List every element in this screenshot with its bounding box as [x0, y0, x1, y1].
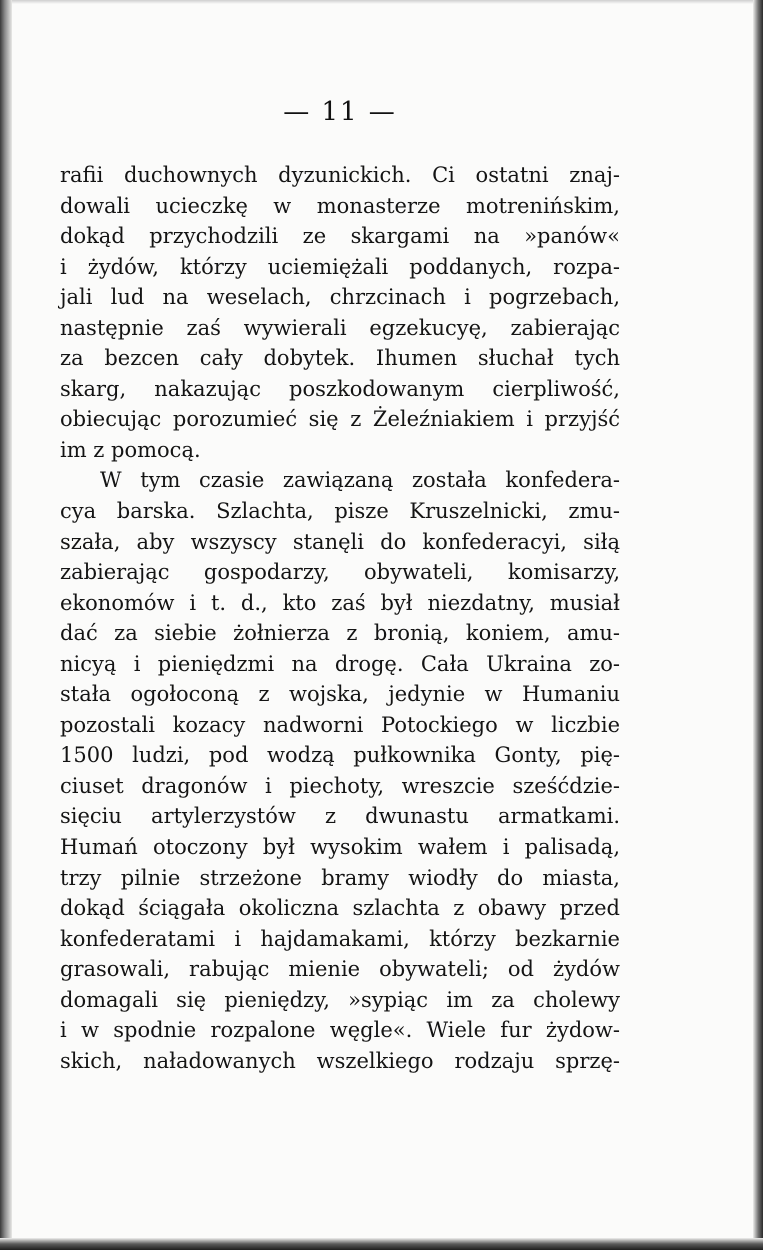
text-line: dokąd ściągała okoliczna szlachta z obawy przed — [60, 896, 620, 921]
text-line: nicyą i pieniędzmi na drogę. Cała Ukraina zo- — [60, 651, 620, 676]
text-line: jali lud na weselach, chrzcinach i pogrzebach, — [60, 285, 620, 310]
text-line: domagali się pieniędzy, »sypiąc im za cholewy — [60, 987, 620, 1012]
paragraph-start-line: W tym czasie zawiązaną została konfedera- — [100, 468, 620, 493]
text-line: Humań otoczony był wysokim wałem i palisadą, — [60, 835, 620, 860]
text-line: skarg, nakazując poszkodowanym cierpliwość, — [60, 376, 620, 401]
text-line: skich, naładowanych wszelkiego rodzaju sprzę- — [60, 1048, 620, 1073]
paragraph-end-line: im z pomocą. — [60, 437, 201, 462]
text-line: i w spodnie rozpalone węgle«. Wiele fur żydow- — [60, 1018, 620, 1043]
text-line: trzy pilnie strzeżone bramy wiodły do miasta, — [60, 865, 620, 890]
page-number: — 11 — — [283, 97, 397, 127]
page-top-edge — [0, 0, 763, 4]
text-line: grasowali, rabując mienie obywateli; od żydów — [60, 957, 620, 982]
text-line: sięciu artylerzystów z dwunastu armatkami. — [60, 804, 620, 829]
text-line: 1500 ludzi, pod wodzą pułkownika Gonty, pię- — [60, 743, 620, 768]
text-line: pozostali kozacy nadworni Potockiego w liczbie — [60, 712, 620, 737]
text-line: dać za siebie żołnierza z bronią, koniem, amu- — [60, 621, 620, 646]
text-line: ciuset dragonów i piechoty, wreszcie sześćdzie- — [60, 773, 620, 798]
text-line: następnie zaś wywierali egzekucyę, zabierając — [60, 315, 620, 340]
text-line: dokąd przychodzili ze skargami na »panów« — [60, 224, 620, 249]
page-bottom-edge-shadow — [0, 1238, 763, 1250]
body-text — [60, 160, 620, 1076]
text-line: dowali ucieczkę w monasterze motrenińskim, — [60, 193, 620, 218]
text-line: za bezcen cały dobytek. Ihumen słuchał tych — [60, 346, 620, 371]
text-line: ekonomów i t. d., kto zaś był niezdatny, musiał — [60, 590, 620, 615]
text-line: rafii duchownych dyzunickich. Ci ostatni znaj- — [60, 163, 620, 187]
text-line: obiecując porozumieć się z Żeleźniakiem i przyjść — [60, 407, 620, 432]
page-right-edge-shadow — [753, 0, 763, 1250]
text-line: konfederatami i hajdamakami, którzy bezkarnie — [60, 926, 620, 951]
page-left-edge-shadow — [0, 0, 12, 1250]
text-line: cya barska. Szlachta, pisze Kruszelnicki, zmu- — [60, 499, 620, 524]
text-line: zabierając gospodarzy, obywateli, komisarzy, — [60, 560, 620, 585]
text-line: szała, aby wszyscy stanęli do konfederacyi, siłą — [60, 529, 620, 554]
text-line: i żydów, którzy uciemiężali poddanych, rozpa- — [60, 254, 620, 279]
text-line: stała ogołoconą z wojska, jedynie w Humaniu — [60, 682, 620, 707]
